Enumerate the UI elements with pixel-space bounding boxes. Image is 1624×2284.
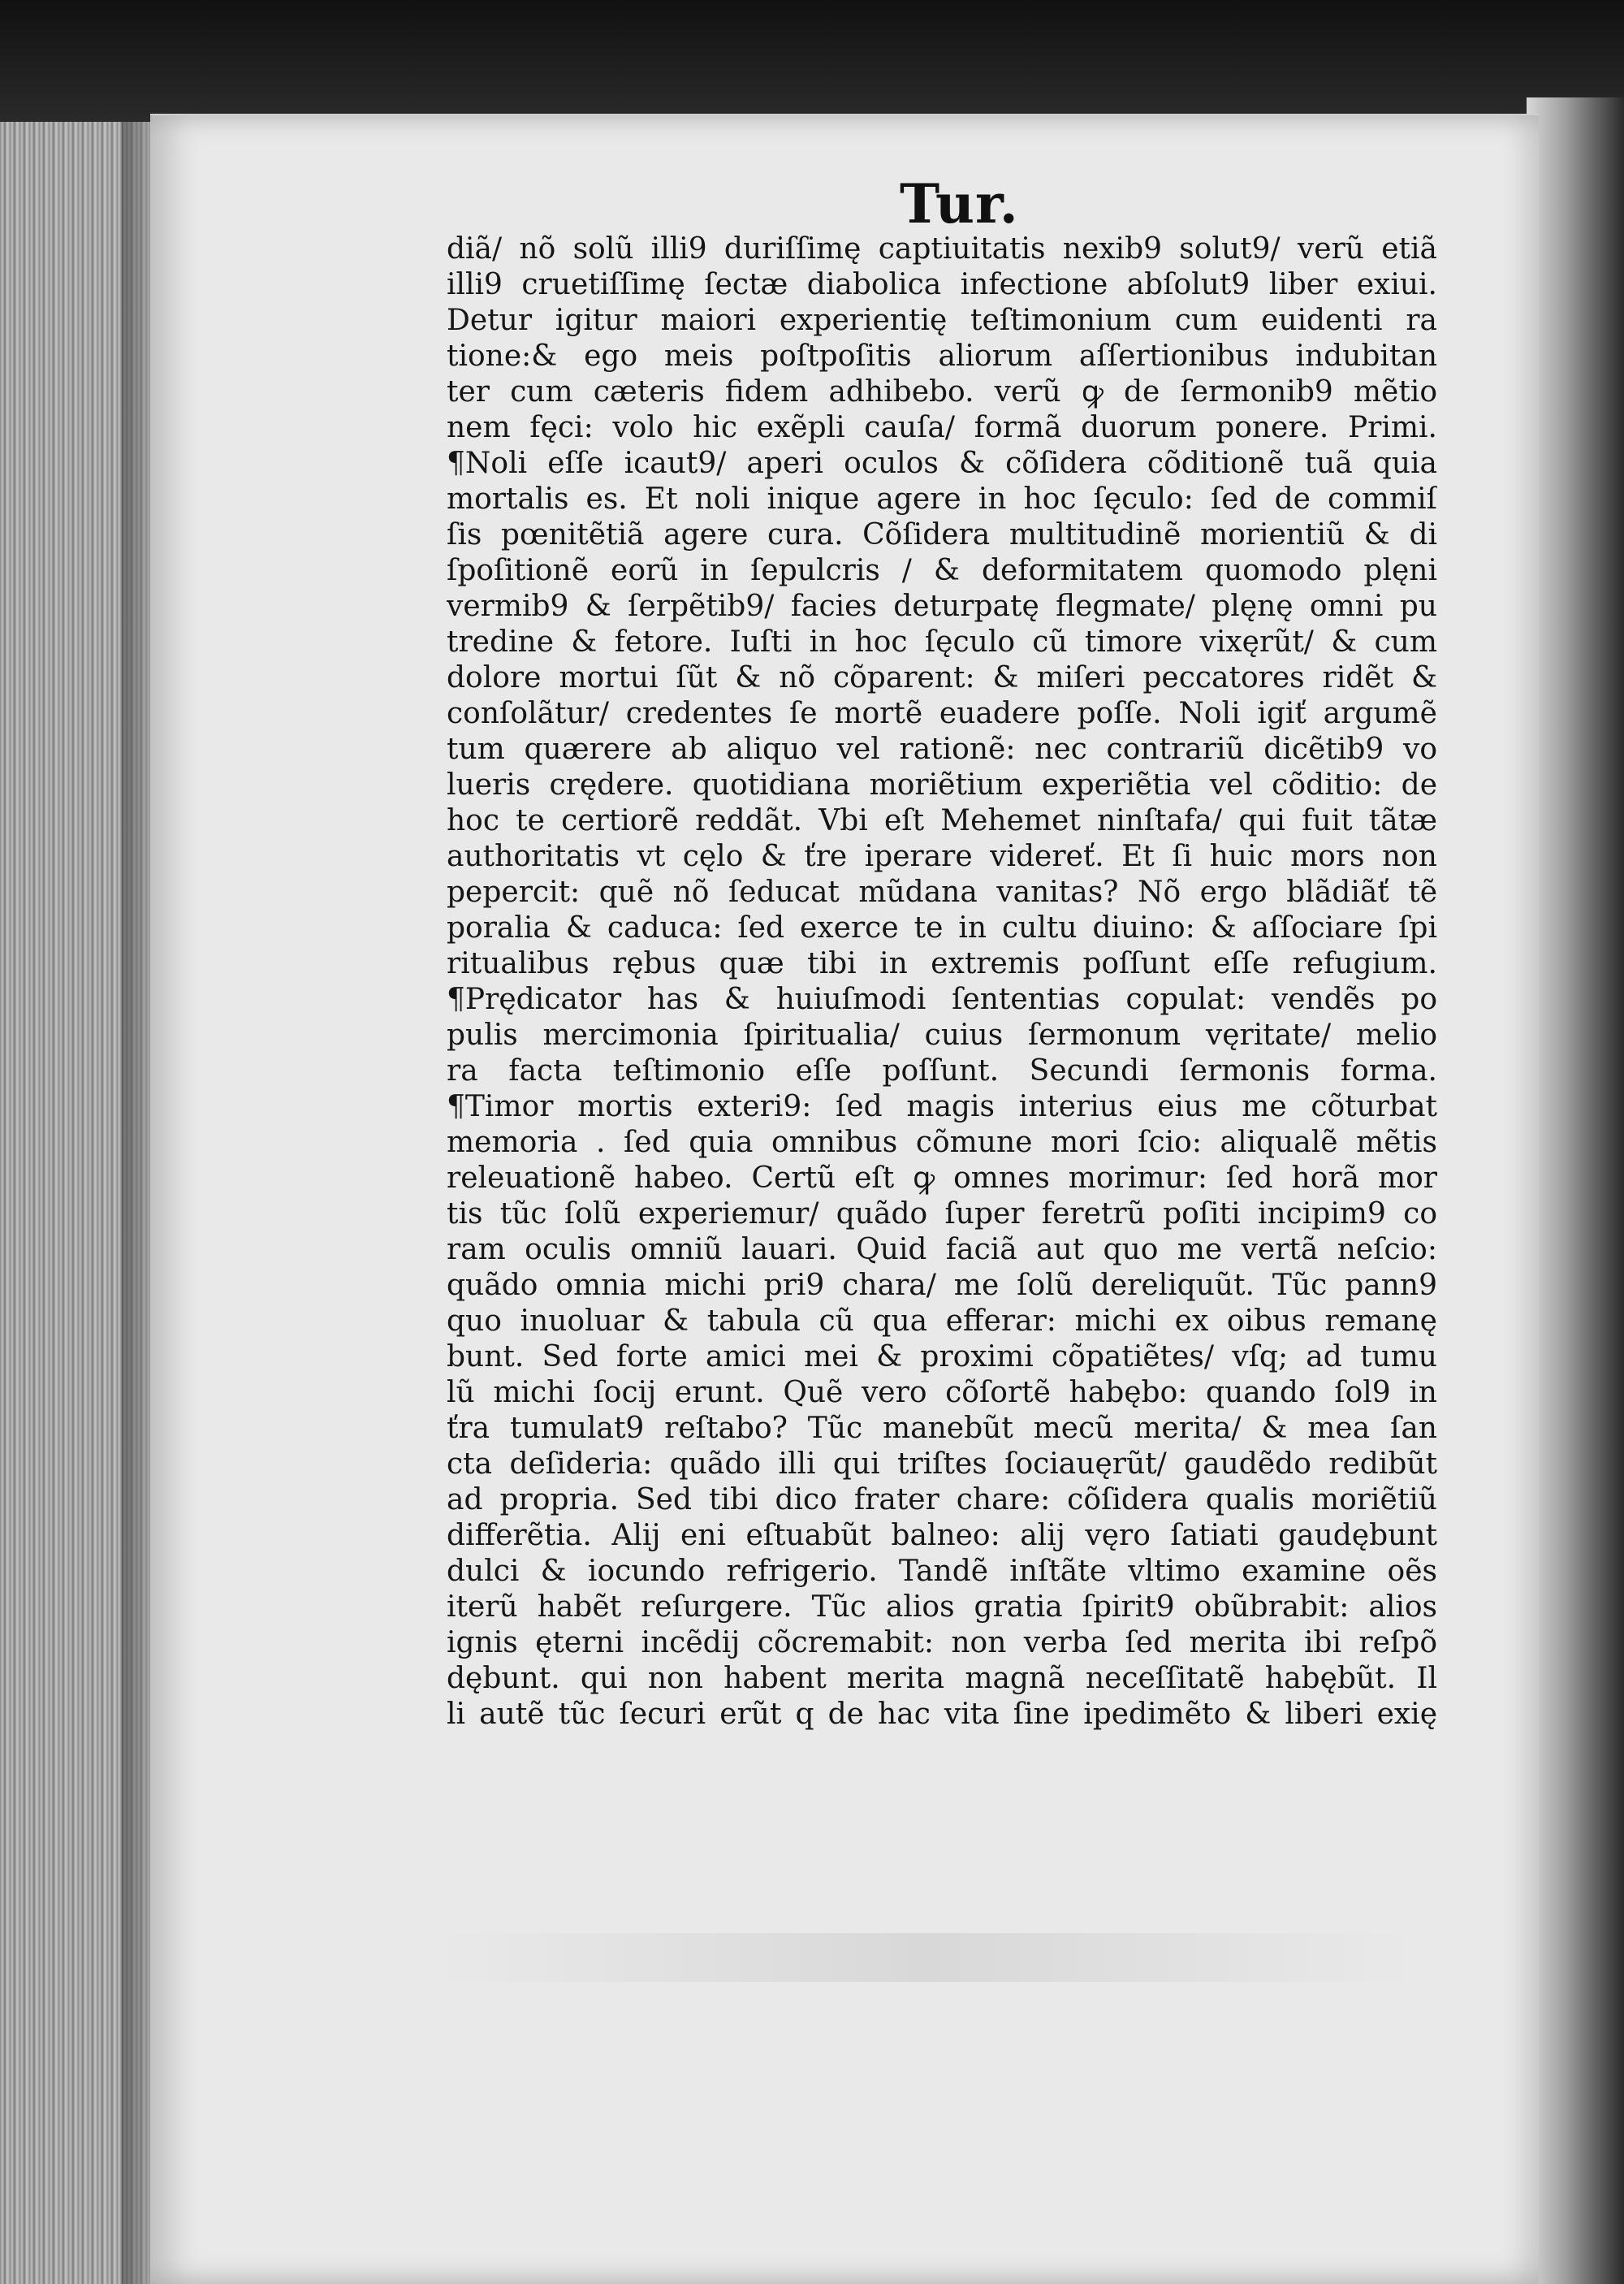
text-line: li autẽ tũc ſecuri erũt q de hac vita ſine ipedimẽto & liberi exię [447, 1698, 1437, 1731]
text-line: nem fęci: volo hic exẽpli cauſa/ formã duorum ponere. Primi. [447, 411, 1437, 444]
text-line: quo inuoluar & tabula cũ qua efferar: michi ex oibus remanę [447, 1304, 1437, 1338]
text-line: ¶Timor mortis exteri9: ſed magis interius eius me cõturbat [447, 1090, 1437, 1123]
text-line: ra facta teſtimonio eſſe poſſunt. Secundi ſermonis forma. [447, 1054, 1437, 1088]
text-line: pepercit: quẽ nõ ſeducat mũdana vanitas? Nõ ergo blãdiãť tẽ [447, 876, 1437, 909]
scanner-background [0, 0, 1624, 122]
text-line: ¶Prędicator has & huiuſmodi ſententias copulat: vendẽs po [447, 983, 1437, 1016]
text-line: differẽtia. Alij eni eſtuabũt balneo: alij vęro ſatiati gaudębunt [447, 1519, 1437, 1552]
text-line: ťra tumulat9 reſtabo? Tũc manebũt mecũ merita/ & mea ſan [447, 1412, 1437, 1445]
text-line: iterũ habẽt reſurgere. Tũc alios gratia ſpirit9 obũbrabit: alios [447, 1590, 1437, 1624]
text-line: tis tũc ſolũ experiemur/ quãdo ſuper feretrũ poſiti incipim9 co [447, 1197, 1437, 1231]
text-line: conſolãtur/ credentes ſe mortẽ euadere poſſe. Noli igiť argumẽ [447, 697, 1437, 730]
text-line: authoritatis vt cęlo & ťre iperare videreť. Et ſi huic mors non [447, 840, 1437, 873]
page-right-edge [1527, 97, 1624, 2284]
text-line: ter cum cæteris fidem adhibebo. verũ ꝙ de ſermonib9 mẽtio [447, 375, 1437, 409]
text-line: lueris crędere. quotidiana moriẽtium experiẽtia vel cõditio: de [447, 768, 1437, 802]
text-line: diã/ nõ solũ illi9 duriſſimę captiuitatis nexib9 solut9/ verũ etiã [447, 232, 1437, 266]
text-line: ſpoſitionẽ eorũ in ſepulcris / & deformitatem quomodo plęni [447, 554, 1437, 587]
text-line: tum quærere ab aliquo vel rationẽ: nec contrariũ dicẽtib9 vo [447, 733, 1437, 766]
running-head: Tur. [900, 172, 1019, 236]
text-line: lũ michi ſocij erunt. Quẽ vero cõſortẽ habębo: quando ſol9 in [447, 1376, 1437, 1409]
text-line: ritualibus rębus quæ tibi in extremis poſſunt eſſe refugium. [447, 947, 1437, 980]
text-line: ram oculis omniũ lauari. Quid faciã aut quo me vertã neſcio: [447, 1233, 1437, 1266]
text-line: illi9 cruetiſſimę ſectæ diabolica infectione abſolut9 liber exiui. [447, 268, 1437, 301]
text-line: dolore mortui ſũt & nõ cõparent: & miſeri peccatores ridẽt & [447, 661, 1437, 694]
text-line: ignis ęterni incẽdij cõcremabit: non verba ſed merita ibi reſpõ [447, 1626, 1437, 1659]
text-line: hoc te certiorẽ reddãt. Vbi eſt Mehemet ninſtafa/ qui fuit tãtæ [447, 804, 1437, 837]
text-line: poralia & caduca: ſed exerce te in cultu diuino: & aſſociare ſpi [447, 911, 1437, 945]
text-line: bunt. Sed forte amici mei & proximi cõpatiẽtes/ vſq; ad tumu [447, 1340, 1437, 1373]
text-line: releuationẽ habeo. Certũ eſt ꝙ omnes morimur: ſed horã mor [447, 1161, 1437, 1195]
text-line: pulis mercimonia ſpiritualia/ cuius ſermonum vęritate/ melio [447, 1019, 1437, 1052]
text-line: mortalis es. Et noli inique agere in hoc ſęculo: ſed de commiſ [447, 482, 1437, 516]
text-line: cta deſideria: quãdo illi qui triſtes ſociauęrũt/ gaudẽdo redibũt [447, 1447, 1437, 1481]
text-line: tredine & fetore. Iuſti in hoc ſęculo cũ timore vixęrũt/ & cum [447, 625, 1437, 659]
text-line: ¶Noli eſſe icaut9/ aperi oculos & cõſidera cõditionẽ tuã quia [447, 447, 1437, 480]
text-line: ad propria. Sed tibi dico frater chare: cõſidera qualis moriẽtiũ [447, 1483, 1437, 1516]
text-line: dębunt. qui non habent merita magnã neceſſitatẽ habębũt. Il [447, 1662, 1437, 1695]
text-line: tione:& ego meis poſtpoſitis aliorum aſſertionibus indubitan [447, 340, 1437, 373]
page-top-edge [150, 114, 1539, 115]
text-line: dulci & iocundo refrigerio. Tandẽ inſtãte vltimo examine oẽs [447, 1555, 1437, 1588]
text-line: quãdo omnia michi pri9 chara/ me ſolũ dereliquũt. Tũc pann9 [447, 1269, 1437, 1302]
text-line: ſis pœnitẽtiã agere cura. Cõſidera multitudinẽ morientiũ & di [447, 518, 1437, 552]
text-line: Detur igitur maiori experientię teſtimonium cum euidenti ra [447, 304, 1437, 337]
text-line: memoria . ſed quia omnibus cõmune mori ſcio: aliqualẽ mẽtis [447, 1126, 1437, 1159]
text-line: vermib9 & ſerpẽtib9/ facies deturpatę flegmate/ plęnę omni pu [447, 590, 1437, 623]
body-text [447, 231, 1437, 1732]
show-through-text [438, 1933, 1413, 1982]
